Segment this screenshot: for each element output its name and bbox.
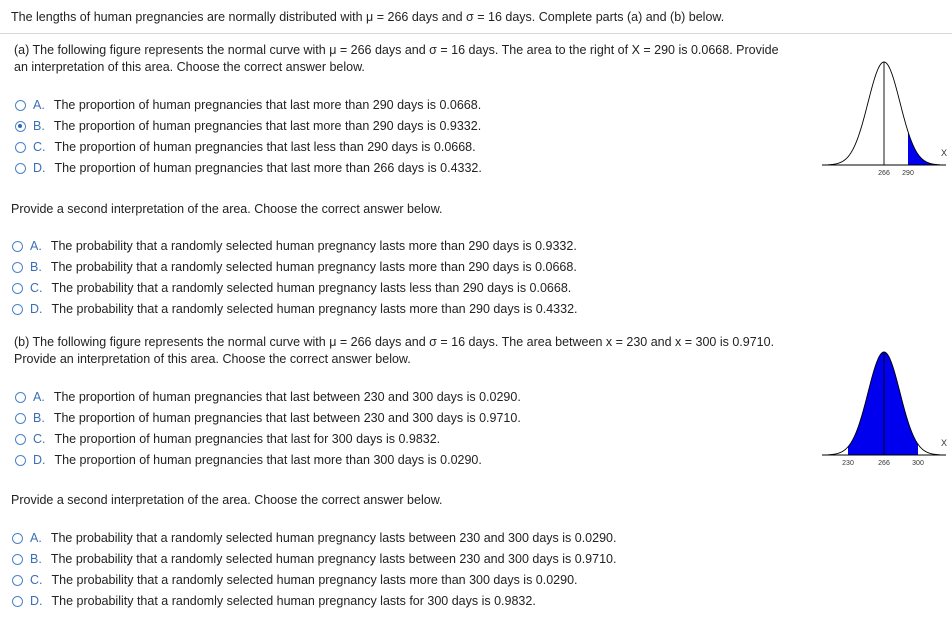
part-b-heading <box>14 334 774 368</box>
radio-button-selected[interactable] <box>15 121 26 132</box>
radio-button[interactable] <box>12 283 23 294</box>
part-a-q2-option-b[interactable]: B. The probability that a randomly selected human pregnancy lasts more than 290 days is 0.0668. <box>12 258 578 276</box>
x-axis-label: X <box>941 148 948 158</box>
tick-label-266: 266 <box>878 460 890 467</box>
tick-label-290: 290 <box>902 170 914 177</box>
radio-button[interactable] <box>15 434 26 445</box>
part-a-question2-options <box>12 237 578 318</box>
part-a-q2-option-a[interactable]: A. The probability that a randomly selected human pregnancy lasts more than 290 days is 0.9332. <box>12 237 578 255</box>
radio-button[interactable] <box>12 575 23 586</box>
radio-button[interactable] <box>15 100 26 111</box>
part-b-q1-option-a[interactable]: A. The proportion of human pregnancies that last between 230 and 300 days is 0.0290. <box>15 388 521 406</box>
radio-button[interactable] <box>15 142 26 153</box>
shaded-area-between <box>848 352 918 455</box>
part-b-question1-options <box>15 388 521 469</box>
radio-button[interactable] <box>15 413 26 424</box>
radio-button[interactable] <box>12 533 23 544</box>
part-b-q2-option-d[interactable]: D. The probability that a randomly selected human pregnancy lasts for 300 days is 0.9832. <box>12 592 616 610</box>
header-divider <box>0 33 952 34</box>
radio-button[interactable] <box>15 163 26 174</box>
part-a-heading <box>14 42 779 76</box>
part-a-heading-line2: an interpretation of this area. Choose the correct answer below. <box>14 60 365 74</box>
part-b-heading-line2: Provide an interpretation of this area. Choose the correct answer below. <box>14 352 411 366</box>
part-a-normal-curve-chart <box>820 58 952 180</box>
part-a-q2-option-d[interactable]: D. The probability that a randomly selected human pregnancy lasts more than 290 days is 0.4332. <box>12 300 578 318</box>
part-a-q2-option-c[interactable]: C. The probability that a randomly selected human pregnancy lasts less than 290 days is 0.0668. <box>12 279 578 297</box>
radio-button[interactable] <box>15 392 26 403</box>
radio-button[interactable] <box>12 554 23 565</box>
part-b-heading-line1: (b) The following figure represents the normal curve with μ = 266 days and σ = 16 days. The area between x = 230 and x = 300 is 0.9710. <box>14 335 775 349</box>
part-a-q1-option-c[interactable]: C. The proportion of human pregnancies that last less than 290 days is 0.0668. <box>15 138 482 156</box>
tick-label-230: 230 <box>842 460 854 467</box>
part-a-q1-option-a[interactable]: A. The proportion of human pregnancies that last more than 290 days is 0.0668. <box>15 96 482 114</box>
part-b-q1-option-c[interactable]: C. The proportion of human pregnancies that last for 300 days is 0.9832. <box>15 430 521 448</box>
part-a-heading-line1: (a) The following figure represents the normal curve with μ = 266 days and σ = 16 days. The area to the right of X = 290 is 0.0668. Provide <box>14 43 779 57</box>
radio-button[interactable] <box>12 304 23 315</box>
part-b-q2-option-c[interactable]: C. The probability that a randomly selected human pregnancy lasts more than 300 days is 0.0290. <box>12 571 616 589</box>
problem-statement: The lengths of human pregnancies are normally distributed with μ = 266 days and σ = 16 days. Complete parts (a) and (b) below. <box>11 10 725 24</box>
part-b-q2-option-b[interactable]: B. The probability that a randomly selected human pregnancy lasts between 230 and 300 days is 0.9710. <box>12 550 616 568</box>
radio-button[interactable] <box>12 596 23 607</box>
radio-button[interactable] <box>15 455 26 466</box>
radio-button[interactable] <box>12 241 23 252</box>
part-b-q2-option-a[interactable]: A. The probability that a randomly selected human pregnancy lasts between 230 and 300 days is 0.0290. <box>12 529 616 547</box>
part-b-q1-option-b[interactable]: B. The proportion of human pregnancies that last between 230 and 300 days is 0.9710. <box>15 409 521 427</box>
part-b-question2-options <box>12 529 616 610</box>
part-b-normal-curve-chart <box>820 348 952 470</box>
x-axis-label: X <box>941 438 948 448</box>
part-a-question2-prompt: Provide a second interpretation of the area. Choose the correct answer below. <box>11 202 443 216</box>
part-a-question1-options <box>15 96 482 177</box>
part-b-q1-option-d[interactable]: D. The proportion of human pregnancies that last more than 300 days is 0.0290. <box>15 451 521 469</box>
part-a-q1-option-d[interactable]: D. The proportion of human pregnancies that last more than 266 days is 0.4332. <box>15 159 482 177</box>
part-a-q1-option-b[interactable]: B. The proportion of human pregnancies that last more than 290 days is 0.9332. <box>15 117 482 135</box>
radio-button[interactable] <box>12 262 23 273</box>
part-b-question2-prompt: Provide a second interpretation of the area. Choose the correct answer below. <box>11 493 443 507</box>
tick-label-266: 266 <box>878 170 890 177</box>
tick-label-300: 300 <box>912 460 924 467</box>
